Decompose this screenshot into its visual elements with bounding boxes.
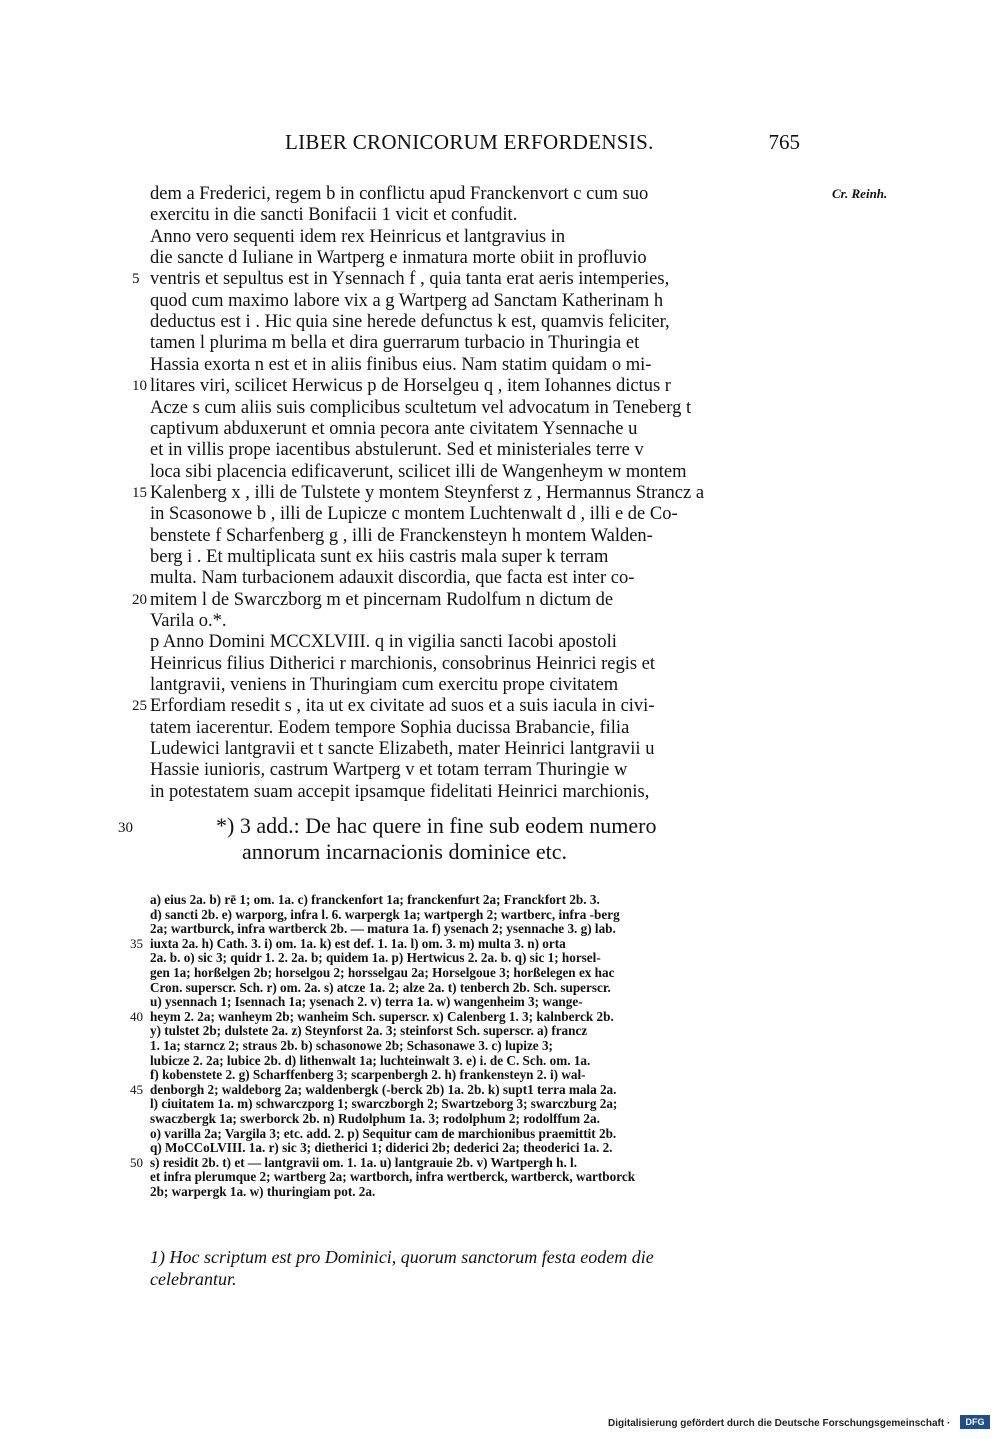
running-title: LIBER CRONICORUM ERFORDENSIS. xyxy=(285,130,654,154)
main-text-line xyxy=(150,398,798,419)
main-text-line xyxy=(150,526,798,547)
line-text: Ludewici lantgravii et t sancte Elizabeth, mater Heinrici lantgravii u xyxy=(150,739,655,760)
main-text-line xyxy=(150,739,798,760)
apparatus-text: gen 1a; horßelgen 2b; horselgou 2; horsselgau 2a; Horselgoue 3; horßelegen ex hac xyxy=(150,965,615,980)
main-text-line xyxy=(150,419,798,440)
line-text: in Scasonowe b , illi de Lupicze c montem Luchtenwalt d , illi e de Co- xyxy=(150,504,678,525)
apparatus-text: a) eius 2a. b) rē 1; om. 1a. c) franckenfort 1a; franckenfurt 2a; Franckfort 2b. 3. xyxy=(150,892,600,907)
apparatus-line xyxy=(150,1127,798,1141)
apparatus-line xyxy=(130,1154,798,1170)
apparatus-text: denborgh 2; waldeborg 2a; waldenbergk (-berck 2b) 1a. 2b. k) supt1 terra mala 2a. xyxy=(150,1081,617,1097)
line-text: Anno vero sequenti idem rex Heinricus et lantgravius in xyxy=(150,226,566,247)
line-text: loca sibi placencia edificaverunt, scilicet illi de Wangenheym w montem xyxy=(150,461,687,482)
line-text: mitem l de Swarczborg m et pincernam Rudolfum n dictum de xyxy=(150,589,614,610)
main-text-line xyxy=(132,482,798,504)
line-number: 45 xyxy=(130,1081,143,1097)
main-text-line xyxy=(150,227,798,248)
line-text: benstete f Scharfenberg g , illi de Franckensteyn h montem Walden- xyxy=(150,525,653,546)
apparatus-line xyxy=(150,893,798,907)
line-number: 50 xyxy=(130,1154,143,1170)
apparatus-text: y) tulstet 2b; dulstete 2a. z) Steynforst 2a. 3; steinforst Sch. superscr. a) francz xyxy=(150,1023,588,1039)
main-text-line xyxy=(150,654,798,675)
apparatus-text: swaczbergk 1a; swerborck 2b. n) Rudolphum 1a. 3; rodolphum 2; rodolffum 2a. xyxy=(150,1111,600,1126)
line-text: ventris et sepultus est in Ysennach f , quia tanta erat aeris intemperies, xyxy=(150,269,670,290)
apparatus-text: o) varilla 2a; Vargila 3; etc. add. 2. p) Sequitur cam de marchionibus praemittit 2b. xyxy=(150,1125,617,1141)
line-text: dem a Frederici, regem b in conflictu apud Franckenvort c cum suo xyxy=(150,184,649,204)
line-text: tatem iacerentur. Eodem tempore Sophia ducissa Brabancie, filia xyxy=(150,717,630,738)
line-text: exercitu in die sancti Bonifacii 1 vicit et confudit. xyxy=(150,205,518,226)
apparatus-line xyxy=(150,1097,798,1111)
line-text: in potestatem suam accepit ipsamque fidelitati Heinrici marchionis, xyxy=(150,781,650,802)
running-header xyxy=(270,130,800,160)
apparatus-text: 1. 1a; starncz 2; straus 2b. b) schasonowe 2b; Schasonawe 3. c) lupize 3; xyxy=(150,1038,553,1053)
main-text-line xyxy=(150,291,798,312)
main-text-line xyxy=(150,547,798,568)
apparatus-text: iuxta 2a. h) Cath. 3. i) om. 1a. k) est def. 1. 1a. l) om. 3. m) multa 3. n) orta xyxy=(150,935,566,951)
apparatus-line xyxy=(130,935,798,951)
apparatus-text: et infra plerumque 2; wartberg 2a; wartborch, infra wertberck, wartberck, wartborck xyxy=(150,1169,636,1185)
line-text: Hassia exorta n est et in aliis finibus eius. Nam statim quidam o mi- xyxy=(150,354,652,375)
apparatus-line xyxy=(150,1024,798,1038)
line-text: Acze s cum aliis suis complicibus scultetum vel advocatum in Teneberg t xyxy=(150,397,692,418)
line-text: Erfordiam resedit s , ita ut ex civitate ad suos et a suis iacula in civi- xyxy=(150,696,655,717)
margin-source-note: Cr. Reinh. xyxy=(832,186,888,201)
main-text-line xyxy=(150,440,798,461)
main-text-line xyxy=(150,184,798,205)
addition-note-line-1: *) 3 add.: De hac quere in fine sub eodem numero xyxy=(216,813,657,838)
main-text-line xyxy=(150,504,798,525)
line-text: Hassie iunioris, castrum Wartperg v et totam terram Thuringie w xyxy=(150,760,628,781)
addition-note-line-number: 30 xyxy=(118,820,133,836)
line-number: 25 xyxy=(132,698,147,715)
main-text-line xyxy=(150,611,798,632)
dfg-logo: DFG xyxy=(960,1415,990,1429)
main-text-line xyxy=(150,355,798,376)
apparatus-text: 2a; wartburck, infra wartberck 2b. — matura 1a. f) ysenach 2; ysennache 3. g) lab. xyxy=(150,921,616,937)
line-number: 15 xyxy=(132,484,147,501)
line-number: 5 xyxy=(132,271,140,288)
apparatus-line xyxy=(150,1068,798,1082)
line-text: tamen l plurima m bella et dira guerrarum turbacio in Thuringia et xyxy=(150,333,640,354)
apparatus-text: heym 2. 2a; wanheym 2b; wanheim Sch. superscr. x) Calenberg 1. 3; kalnberck 2b. xyxy=(150,1008,614,1024)
line-text: die sancte d Iuliane in Wartperg e inmatura morte obiit in profluvio xyxy=(150,248,647,269)
apparatus-line xyxy=(150,908,798,922)
line-text: Kalenberg x , illi de Tulstete y montem Steynferst z , Hermannus Strancz a xyxy=(150,482,705,503)
apparatus-line xyxy=(150,981,798,995)
main-text-line xyxy=(132,269,798,290)
main-text-line xyxy=(150,205,798,226)
line-text: captivum abduxerunt et omnia pecora ante civitatem Ysennache u xyxy=(150,418,638,439)
apparatus-line xyxy=(150,966,798,980)
apparatus-line xyxy=(150,1185,798,1199)
line-number: 40 xyxy=(130,1008,143,1024)
main-text-line xyxy=(132,696,798,717)
digitization-credit: Digitalisierung gefördert durch die Deutsche Forschungsgemeinschaft · xyxy=(608,1418,951,1429)
main-text-line xyxy=(150,333,798,354)
apparatus-text: d) sancti 2b. e) warporg, infra l. 6. warpergk 1a; wartpergh 2; wartberc, infra -berg xyxy=(150,906,620,922)
apparatus-line xyxy=(150,1170,798,1184)
line-text: Varila o.*. xyxy=(150,611,227,631)
apparatus-text: u) ysennach 1; Isennach 1a; ysenach 2. v) terra 1a. w) wangenheim 3; wange- xyxy=(150,994,583,1010)
apparatus-line xyxy=(150,995,798,1009)
line-text: quod cum maximo labore vix a g Wartperg ad Sanctam Katherinam h xyxy=(150,290,664,311)
main-text-line xyxy=(150,312,798,333)
main-text-line xyxy=(150,718,798,739)
apparatus-line xyxy=(150,922,798,936)
apparatus-text: l) ciuitatem 1a. m) schwarczporg 1; swarczborgh 2; Swartzeborg 3; swarczburg 2a; xyxy=(150,1096,618,1112)
main-text-line xyxy=(132,376,798,397)
main-text-line xyxy=(150,782,798,803)
apparatus-text: q) MoCCoLVIII. 1a. r) sic 3; dietherici 1; diderici 2b; dederici 2a; theoderici 1a. 2. xyxy=(150,1140,613,1156)
footnote-line-2: celebrantur. xyxy=(150,1269,237,1289)
line-text: deductus est i . Hic quia sine herede defunctus k est, quamvis feliciter, xyxy=(150,312,670,333)
line-number: 10 xyxy=(132,378,147,395)
apparatus-text: lubicze 2. 2a; lubice 2b. d) lithenwalt 1a; luchteinwalt 3. e) i. de C. Sch. om. 1a. xyxy=(150,1052,591,1068)
line-text: lantgravii, veniens in Thuringiam cum exercitu prope civitatem xyxy=(150,675,619,696)
main-text-line xyxy=(150,760,798,781)
footnote-line-1: 1) Hoc scriptum est pro Dominici, quorum sanctorum festa eodem die xyxy=(150,1247,654,1267)
main-text-line xyxy=(132,589,798,611)
apparatus-line xyxy=(150,1141,798,1155)
apparatus-line xyxy=(150,951,798,965)
line-text: p Anno Domini MCCXLVIII. q in vigilia sancti Iacobi apostoli xyxy=(150,632,617,653)
apparatus-line xyxy=(130,1081,798,1097)
main-text-line xyxy=(150,632,798,653)
line-number: 20 xyxy=(132,591,147,608)
apparatus-text: Cron. superscr. Sch. r) om. 2a. s) atcze 1a. 2; alze 2a. t) tenberch 2b. Sch. superscr. xyxy=(150,979,611,995)
main-text-line xyxy=(150,675,798,696)
main-text-line xyxy=(150,462,798,483)
apparatus-text: f) kobenstete 2. g) Scharffenberg 3; scarpenbergh 2. h) frankensteyn 2. i) wal- xyxy=(150,1067,586,1083)
page-number: 765 xyxy=(768,130,800,154)
line-text: berg i . Et multiplicata sunt ex hiis castris mala super k terram xyxy=(150,546,609,567)
apparatus-text: s) residit 2b. t) et — lantgravii om. 1. 1a. u) lantgrauie 2b. v) Wartpergh h. l. xyxy=(150,1154,577,1170)
main-text-line xyxy=(150,568,798,589)
main-text-line xyxy=(150,248,798,269)
line-text: Heinricus filius Ditherici r marchionis, consobrinus Heinrici regis et xyxy=(150,653,656,674)
apparatus-line xyxy=(150,1039,798,1053)
line-text: litares viri, scilicet Herwicus p de Horselgeu q , item Iohannes dictus r xyxy=(150,376,671,397)
line-text: et in villis prope iacentibus abstulerunt. Sed et ministeriales terre v xyxy=(150,440,644,461)
apparatus-line xyxy=(150,1112,798,1126)
line-text: multa. Nam turbacionem adauxit discordia, que facta est inter co- xyxy=(150,568,635,589)
line-number: 35 xyxy=(130,935,143,951)
apparatus-text: 2b; warpergk 1a. w) thuringiam pot. 2a. xyxy=(150,1184,376,1199)
apparatus-text: 2a. b. o) sic 3; quidr 1. 2. 2a. b; quidem 1a. p) Hertwicus 2. 2a. b. q) sic 1; horsel- xyxy=(150,950,601,966)
apparatus-line xyxy=(130,1008,798,1024)
addition-note-line-2: annorum incarnacionis dominice etc. xyxy=(242,839,567,864)
apparatus-line xyxy=(150,1054,798,1068)
